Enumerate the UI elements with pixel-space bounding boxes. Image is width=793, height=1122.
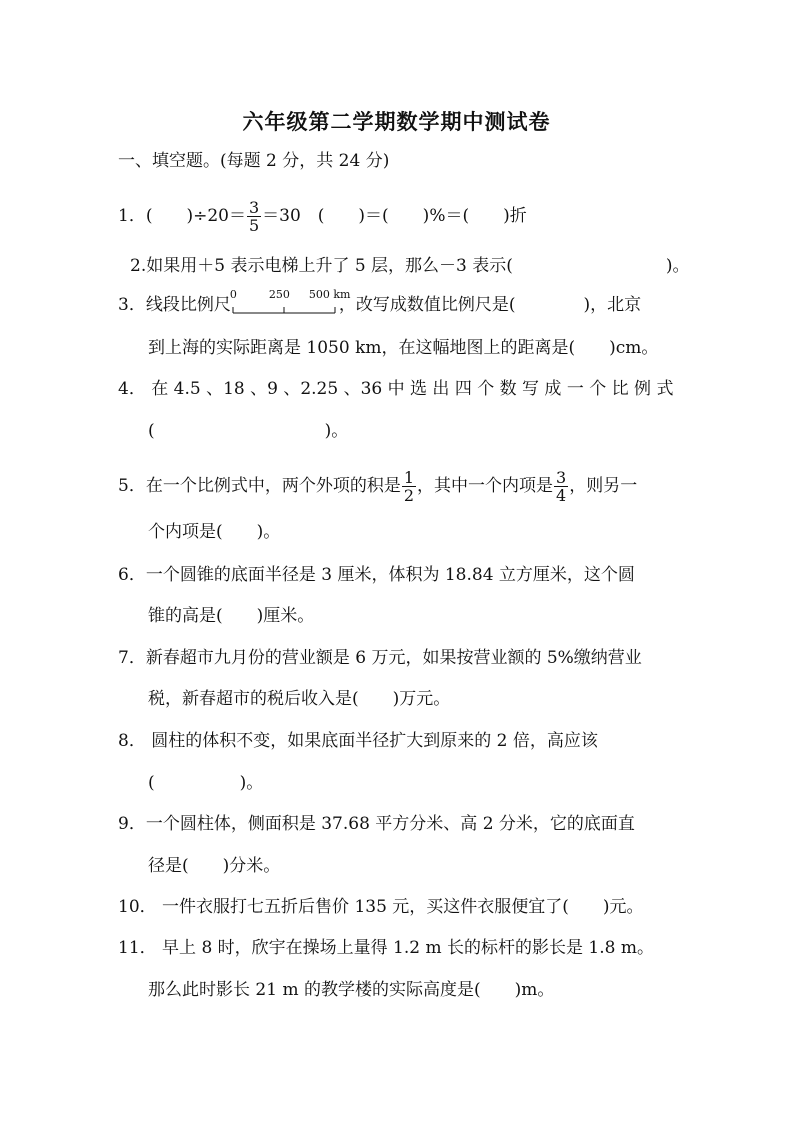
page-title: 六年级第二学期数学期中测试卷 [242,110,551,134]
scale-bar [229,287,351,317]
q3-text-b: ，改写成数值比例尺是( )，北京 [338,295,642,315]
q5-fraction-1 [402,469,416,504]
question-3 [118,287,642,317]
question-5 [118,469,637,504]
q5-text-a: 5．在一个比例式中，两个外项的积是 [118,476,401,496]
scale-label-0: 0 [229,287,237,301]
question-1 [118,199,527,234]
question-2: 2.如果用＋5 表示电梯上升了 5 层，那么－3 表示( )。 [130,256,690,276]
q3-text-a: 3．线段比例尺 [118,295,231,315]
question-5-line-2: 个内项是( )。 [148,522,281,542]
question-4-line-2: ( )。 [148,421,349,441]
question-11: 11． 早上 8 时，欣宇在操场上量得 1.2 m 长的标杆的影长是 1.8 m。 [118,938,654,958]
question-8-line-2: ( )。 [148,773,264,793]
question-10: 10． 一件衣服打七五折后售价 135 元，买这件衣服便宜了( )元。 [118,897,644,917]
question-6-line-2: 锥的高是( )厘米。 [148,606,315,626]
question-7: 7．新春超市九月份的营业额是 6 万元，如果按营业额的 5%缴纳营业 [118,648,642,668]
q5-fraction-1-numerator: 1 [403,468,415,487]
question-11-line-2: 那么此时影长 21 m 的教学楼的实际高度是( )m。 [148,980,555,1000]
scale-label-250: 250 [268,287,290,301]
q1-fraction-denominator: 5 [248,216,260,235]
question-4: 4． 在 4.5 、18 、9 、2.25 、36 中 选 出 四 个 数 写 成 一 个 比 例 式 [118,379,674,399]
question-7-line-2: 税，新春超市的税后收入是( )万元。 [148,689,451,709]
section-heading: 一、填空题。(每题 2 分，共 24 分) [118,151,390,171]
q5-text-c: ，则另一 [569,476,638,496]
q5-fraction-2-denominator: 4 [556,486,567,505]
question-9-line-2: 径是( )分米。 [148,856,281,876]
q5-fraction-2 [554,469,568,504]
q1-text-b: ＝30 ( )＝( )%＝( )折 [262,206,527,226]
q5-fraction-1-denominator: 2 [403,486,415,505]
q1-text-a: 1．( )÷20＝ [118,206,246,226]
question-8: 8． 圆柱的体积不变，如果底面半径扩大到原来的 2 倍，高应该 [118,731,598,751]
q5-fraction-2-numerator: 3 [556,468,567,487]
question-9: 9．一个圆柱体，侧面积是 37.68 平方分米、高 2 分米，它的底面直 [118,814,635,834]
q5-text-b: ，其中一个内项是 [417,476,554,496]
scale-label-500: 500 km [308,287,351,301]
question-3-line-2: 到上海的实际距离是 1050 km，在这幅地图上的距离是( )cm。 [148,338,659,358]
question-6: 6．一个圆锥的底面半径是 3 厘米，体积为 18.84 立方厘米，这个圆 [118,565,635,585]
q1-fraction-numerator: 3 [248,198,260,217]
q1-fraction [247,199,261,234]
